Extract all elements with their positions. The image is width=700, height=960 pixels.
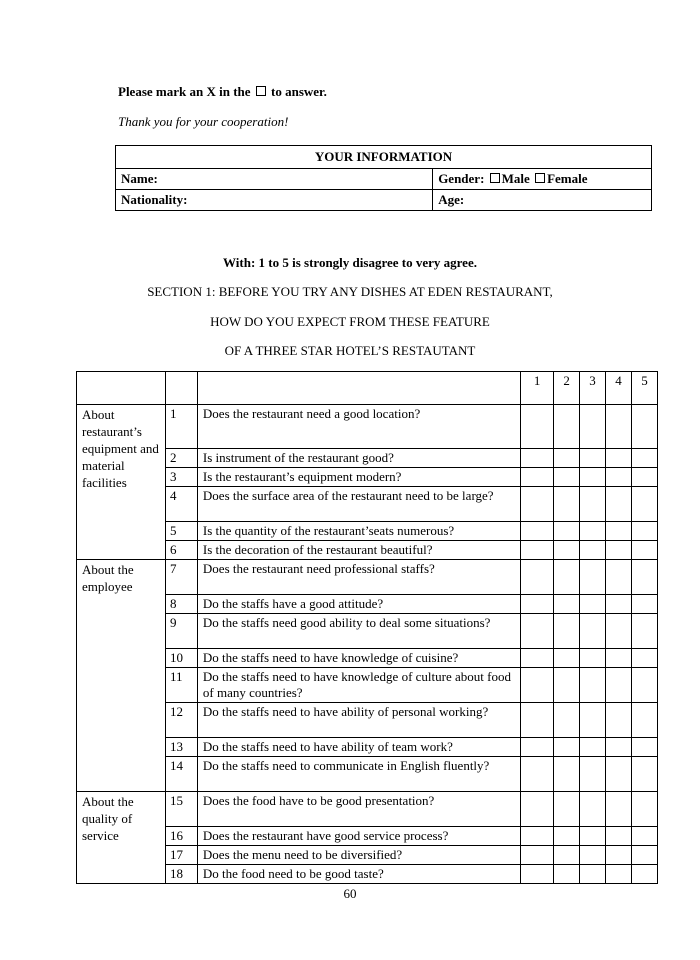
survey-table [76, 371, 658, 884]
question-number: 18 [165, 865, 197, 884]
rating-cell-3[interactable] [580, 487, 606, 522]
rating-cell-4[interactable] [606, 703, 632, 738]
rating-cell-1[interactable] [521, 614, 554, 649]
rating-cell-3[interactable] [580, 757, 606, 792]
header-category-cell [77, 372, 166, 405]
rating-cell-4[interactable] [606, 738, 632, 757]
rating-cell-3[interactable] [580, 560, 606, 595]
question-text: Do the staffs need to have ability of team work? [197, 738, 520, 757]
page-number: 60 [343, 886, 357, 901]
information-table [115, 145, 652, 211]
scale-header-1: 1 [521, 372, 554, 405]
instruction-text-before: Please mark an X in the [118, 84, 251, 99]
gender-field [433, 169, 652, 190]
rating-cell-5[interactable] [631, 560, 657, 595]
rating-cell-2[interactable] [554, 649, 580, 668]
rating-cell-3[interactable] [580, 468, 606, 487]
rating-cell-2[interactable] [554, 846, 580, 865]
scale-header-5: 5 [631, 372, 657, 405]
rating-cell-4[interactable] [606, 757, 632, 792]
question-text: Is the quantity of the restaurant’seats numerous? [197, 522, 520, 541]
rating-cell-4[interactable] [606, 595, 632, 614]
scale-header-row [77, 372, 658, 405]
rating-cell-5[interactable] [631, 468, 657, 487]
rating-cell-5[interactable] [631, 865, 657, 884]
name-field[interactable] [116, 169, 433, 190]
rating-cell-5[interactable] [631, 487, 657, 522]
rating-cell-2[interactable] [554, 668, 580, 703]
rating-cell-2[interactable] [554, 405, 580, 449]
question-text: Is the decoration of the restaurant beautiful? [197, 541, 520, 560]
question-number: 7 [165, 560, 197, 595]
question-text: Does the surface area of the restaurant need to be large? [197, 487, 520, 522]
rating-cell-1[interactable] [521, 405, 554, 449]
rating-cell-3[interactable] [580, 865, 606, 884]
rating-cell-1[interactable] [521, 560, 554, 595]
rating-cell-3[interactable] [580, 649, 606, 668]
rating-cell-4[interactable] [606, 449, 632, 468]
rating-cell-4[interactable] [606, 468, 632, 487]
question-text: Do the staffs need to communicate in English fluently? [197, 757, 520, 792]
rating-cell-5[interactable] [631, 595, 657, 614]
rating-cell-5[interactable] [631, 522, 657, 541]
instruction-line [118, 84, 327, 100]
question-number: 15 [165, 792, 197, 827]
question-text: Is the restaurant’s equipment modern? [197, 468, 520, 487]
rating-cell-3[interactable] [580, 541, 606, 560]
question-text: Is instrument of the restaurant good? [197, 449, 520, 468]
rating-cell-4[interactable] [606, 541, 632, 560]
section-title-line-2: HOW DO YOU EXPECT FROM THESE FEATURE [210, 314, 490, 329]
thanks-note: Thank you for your cooperation! [118, 114, 289, 129]
header-number-cell [165, 372, 197, 405]
rating-cell-1[interactable] [521, 738, 554, 757]
question-number: 4 [165, 487, 197, 522]
nationality-field[interactable] [116, 190, 433, 211]
female-label: Female [547, 171, 588, 186]
rating-cell-3[interactable] [580, 792, 606, 827]
rating-cell-1[interactable] [521, 522, 554, 541]
scale-note: With: 1 to 5 is strongly disagree to very agree. [223, 255, 477, 270]
rating-cell-1[interactable] [521, 846, 554, 865]
rating-cell-1[interactable] [521, 827, 554, 846]
rating-cell-2[interactable] [554, 757, 580, 792]
question-number: 9 [165, 614, 197, 649]
question-number: 3 [165, 468, 197, 487]
question-text: Does the food have to be good presentation? [197, 792, 520, 827]
rating-cell-5[interactable] [631, 614, 657, 649]
rating-cell-4[interactable] [606, 846, 632, 865]
scale-header-4: 4 [606, 372, 632, 405]
name-label: Name: [121, 171, 158, 186]
rating-cell-2[interactable] [554, 541, 580, 560]
rating-cell-1[interactable] [521, 487, 554, 522]
rating-cell-2[interactable] [554, 827, 580, 846]
rating-cell-1[interactable] [521, 468, 554, 487]
question-text: Do the staffs need to have knowledge of cuisine? [197, 649, 520, 668]
question-number: 17 [165, 846, 197, 865]
rating-cell-2[interactable] [554, 865, 580, 884]
rating-cell-5[interactable] [631, 827, 657, 846]
question-text: Does the menu need to be diversified? [197, 846, 520, 865]
question-number: 8 [165, 595, 197, 614]
instruction-text-after: to answer. [271, 84, 327, 99]
rating-cell-2[interactable] [554, 560, 580, 595]
category-cell: About the employee [77, 560, 166, 792]
rating-cell-5[interactable] [631, 541, 657, 560]
rating-cell-4[interactable] [606, 792, 632, 827]
rating-cell-3[interactable] [580, 738, 606, 757]
rating-cell-3[interactable] [580, 595, 606, 614]
rating-cell-3[interactable] [580, 827, 606, 846]
rating-cell-3[interactable] [580, 449, 606, 468]
rating-cell-4[interactable] [606, 865, 632, 884]
scale-header-3: 3 [580, 372, 606, 405]
question-number: 11 [165, 668, 197, 703]
rating-cell-5[interactable] [631, 792, 657, 827]
rating-cell-3[interactable] [580, 522, 606, 541]
rating-cell-4[interactable] [606, 668, 632, 703]
rating-cell-1[interactable] [521, 703, 554, 738]
scale-header-2: 2 [554, 372, 580, 405]
question-row [77, 560, 658, 595]
rating-cell-5[interactable] [631, 405, 657, 449]
question-text: Do the staffs have a good attitude? [197, 595, 520, 614]
male-checkbox[interactable] [490, 173, 500, 183]
rating-cell-2[interactable] [554, 595, 580, 614]
rating-cell-1[interactable] [521, 865, 554, 884]
rating-cell-3[interactable] [580, 614, 606, 649]
rating-cell-5[interactable] [631, 757, 657, 792]
rating-cell-1[interactable] [521, 757, 554, 792]
rating-cell-5[interactable] [631, 449, 657, 468]
question-number: 1 [165, 405, 197, 449]
category-cell: About restaurant’s equipment and material facilities [77, 405, 166, 560]
question-text: Do the staffs need to have ability of personal working? [197, 703, 520, 738]
rating-cell-5[interactable] [631, 703, 657, 738]
section-title-line-1: SECTION 1: BEFORE YOU TRY ANY DISHES AT EDEN RESTAURANT, [147, 284, 553, 299]
question-number: 12 [165, 703, 197, 738]
rating-cell-4[interactable] [606, 827, 632, 846]
rating-cell-1[interactable] [521, 792, 554, 827]
rating-cell-4[interactable] [606, 649, 632, 668]
rating-cell-4[interactable] [606, 405, 632, 449]
question-number: 10 [165, 649, 197, 668]
section-title-line-3: OF A THREE STAR HOTEL’S RESTAUTANT [224, 343, 476, 358]
rating-cell-2[interactable] [554, 614, 580, 649]
question-text: Do the food need to be good taste? [197, 865, 520, 884]
question-number: 13 [165, 738, 197, 757]
question-text: Does the restaurant have good service process? [197, 827, 520, 846]
rating-cell-2[interactable] [554, 487, 580, 522]
rating-cell-5[interactable] [631, 668, 657, 703]
rating-cell-1[interactable] [521, 668, 554, 703]
rating-cell-2[interactable] [554, 738, 580, 757]
rating-cell-1[interactable] [521, 595, 554, 614]
age-label: Age: [438, 192, 465, 207]
male-label: Male [501, 171, 530, 186]
rating-cell-3[interactable] [580, 405, 606, 449]
rating-cell-5[interactable] [631, 846, 657, 865]
checkbox-symbol-icon [256, 86, 266, 96]
question-number: 16 [165, 827, 197, 846]
question-number: 5 [165, 522, 197, 541]
nationality-label: Nationality: [121, 192, 188, 207]
rating-cell-4[interactable] [606, 614, 632, 649]
question-text: Do the staffs need good ability to deal some situations? [197, 614, 520, 649]
rating-cell-2[interactable] [554, 792, 580, 827]
question-number: 6 [165, 541, 197, 560]
rating-cell-1[interactable] [521, 449, 554, 468]
rating-cell-3[interactable] [580, 846, 606, 865]
gender-label: Gender: [438, 171, 485, 186]
header-question-cell [197, 372, 520, 405]
category-cell: About the quality of service [77, 792, 166, 884]
age-field[interactable] [433, 190, 652, 211]
information-title: YOUR INFORMATION [116, 146, 652, 169]
rating-cell-4[interactable] [606, 522, 632, 541]
rating-cell-3[interactable] [580, 668, 606, 703]
rating-cell-4[interactable] [606, 487, 632, 522]
question-number: 14 [165, 757, 197, 792]
rating-cell-1[interactable] [521, 541, 554, 560]
rating-cell-2[interactable] [554, 703, 580, 738]
question-text: Does the restaurant need a good location? [197, 405, 520, 449]
question-text: Does the restaurant need professional staffs? [197, 560, 520, 595]
question-text: Do the staffs need to have knowledge of culture about food of many countries? [197, 668, 520, 703]
rating-cell-2[interactable] [554, 522, 580, 541]
rating-cell-4[interactable] [606, 560, 632, 595]
rating-cell-1[interactable] [521, 649, 554, 668]
rating-cell-2[interactable] [554, 468, 580, 487]
question-row [77, 405, 658, 449]
rating-cell-5[interactable] [631, 649, 657, 668]
question-number: 2 [165, 449, 197, 468]
rating-cell-5[interactable] [631, 738, 657, 757]
rating-cell-2[interactable] [554, 449, 580, 468]
question-row [77, 792, 658, 827]
rating-cell-3[interactable] [580, 703, 606, 738]
female-checkbox[interactable] [535, 173, 545, 183]
